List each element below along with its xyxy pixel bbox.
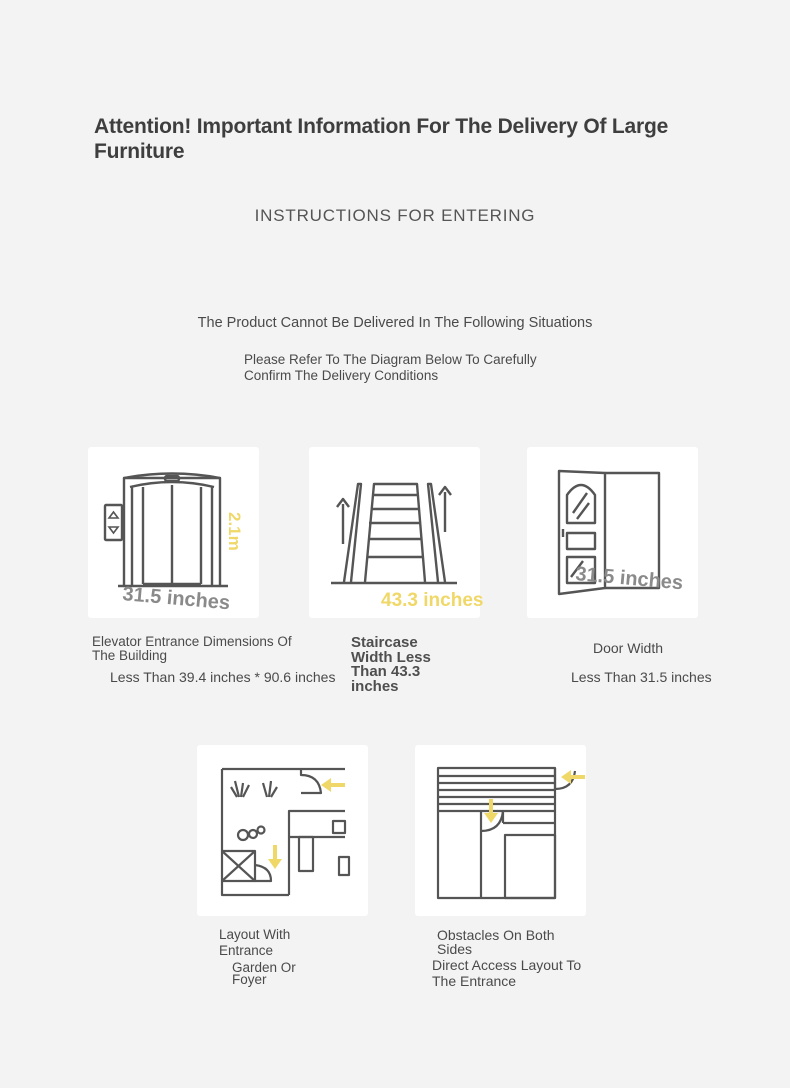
obstacles-layout-icon [415,745,586,916]
door-card [527,447,698,618]
garden-card [197,745,368,916]
elevator-detail: Less Than 39.4 inches * 90.6 inches [110,669,336,685]
staircase-icon [309,447,484,618]
elevator-icon [88,447,259,618]
door-detail: Less Than 31.5 inches [571,669,712,685]
door-width-label: 31.5 inches [574,563,684,595]
elevator-width-label: 31.5 inches [121,583,231,615]
staircase-card [309,447,484,618]
door-icon [527,447,698,618]
elevator-height-label: 2.1m [225,512,244,551]
refer-note: Please Refer To The Diagram Below To Carefully Confirm The Delivery Conditions [244,352,537,383]
door-caption: Door Width [593,640,664,656]
obstacles-detail: Direct Access Layout To The Entrance [432,957,582,989]
staircase-caption: Staircase Width Less Than 43.3 inches [351,634,431,695]
staircase-width-label: 43.3 inches [381,590,484,611]
page-title: Attention! Important Information For The Delivery Of Large Furniture [94,115,669,163]
elevator-caption: Elevator Entrance Dimensions Of The Building [92,634,292,663]
obstacles-caption: Obstacles On Both Sides [437,927,555,957]
garden-layout-icon [197,745,368,916]
elevator-card [88,447,259,618]
garden-caption: Layout With Entrance [219,927,291,958]
obstacles-card [415,745,586,916]
page-subtitle: INSTRUCTIONS FOR ENTERING [254,206,536,225]
garden-detail: Garden Or Foyer [232,960,296,987]
situations-heading: The Product Cannot Be Delivered In The Following Situations [197,315,593,331]
